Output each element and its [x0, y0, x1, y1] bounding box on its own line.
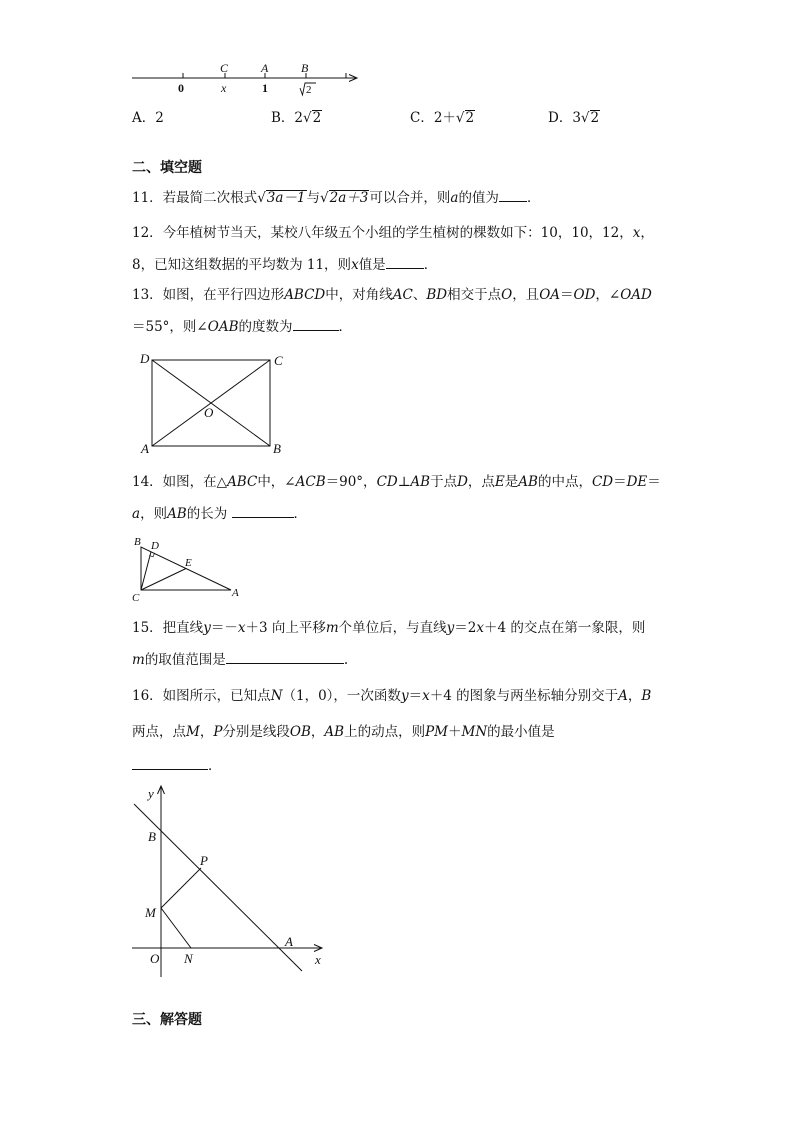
q16-m: M [186, 724, 200, 740]
question-12-line-1 [132, 223, 654, 243]
q14-label-e: E [185, 557, 192, 569]
q13-label-a: A [141, 441, 149, 456]
q15-y2: y [446, 620, 455, 636]
q14-t9: ＝ [613, 474, 627, 490]
q16-a: A [618, 688, 628, 704]
section-2-title: 二、填空题 [132, 160, 202, 176]
question-13-line-1 [132, 285, 652, 305]
q14-t8: 的中点， [537, 474, 592, 490]
option-a-text: A．2 [132, 110, 164, 126]
q12-line2-text-b: 值是 [358, 257, 386, 273]
option-d[interactable]: D．3√2 [548, 110, 600, 126]
q13-t2: 中，对角线 [325, 287, 393, 303]
q11-radical-2: 2a＋3 [329, 190, 369, 206]
q16-ab: AB [324, 724, 345, 740]
option-c-text: C．2＋ [410, 110, 456, 126]
q16-pm: PM [425, 724, 449, 740]
q16-label-y: y [148, 786, 154, 801]
q15-t3: ＋3 向上平移 [245, 620, 326, 636]
q13-t9: 的度数为 [238, 319, 293, 335]
q16-b: B [641, 688, 652, 704]
q16-t11: ＋ [448, 724, 462, 740]
q15-t6: ＋4 的交点在第一象限，则 [484, 620, 646, 636]
q13-label-c: C [274, 353, 283, 368]
q13-t7: ，∠ [595, 287, 621, 303]
option-b-radicand: 2 [312, 110, 322, 126]
q14-d: D [457, 474, 468, 490]
option-c[interactable]: C．2＋√2 [410, 110, 475, 126]
option-b[interactable]: B．2√2 [271, 110, 322, 126]
q13-t5: ，且 [512, 287, 540, 303]
q16-t5: ， [627, 688, 642, 704]
q15-t1: 15．把直线 [132, 620, 204, 636]
tick-x-label: x [221, 81, 227, 95]
q13-t1: 13．如图，在平行四边形 [132, 287, 285, 303]
q11-radical-1: 3a－1 [266, 190, 306, 206]
q14-t11: ，则 [140, 506, 168, 522]
q12-line1-text: 12．今年植树节当天，某校八年级五个小组的学生植树的棵数如下：10，10，12， [132, 225, 633, 241]
question-13-line-2 [132, 316, 352, 337]
q13-label-b: B [273, 441, 281, 456]
q14-ab3: AB [167, 506, 187, 522]
q15-m1: m [325, 620, 339, 636]
q13-oab: OAB [207, 319, 239, 335]
option-b-text: B．2 [271, 110, 304, 126]
q13-abcd: ABCD [284, 287, 326, 303]
q15-x2: x [476, 620, 485, 636]
q16-segment-mp [161, 868, 201, 908]
q16-x: x [422, 688, 430, 704]
q14-t12: 的长为 [186, 506, 232, 522]
q14-t4: ⊥ [397, 474, 411, 490]
q12-answer-blank[interactable] [386, 254, 424, 269]
q12-line1-var: x [632, 225, 641, 241]
q14-abc: ABC [227, 474, 258, 490]
q16-t9: ， [310, 724, 325, 740]
q14-acb: ACB [295, 474, 326, 490]
q13-label-o: O [204, 405, 214, 420]
q14-label-d: D [151, 540, 159, 552]
q13-parallelogram-figure [138, 350, 298, 456]
q16-label-a: A [285, 934, 293, 949]
q14-segment-ce [141, 569, 186, 591]
option-a[interactable] [132, 108, 164, 128]
q12-line2-end: ． [423, 257, 438, 273]
question-15-line-1 [132, 618, 645, 638]
q16-t4: ＋4 的图象与两坐标轴分别交于 [429, 688, 619, 704]
q16-segment-mn [161, 908, 191, 948]
question-15-line-2 [132, 649, 348, 670]
q13-end: ． [338, 319, 352, 335]
q13-t6: ＝ [560, 287, 574, 303]
q14-segment-cd [141, 552, 151, 590]
q14-answer-blank[interactable] [232, 503, 294, 518]
q14-cd: CD [376, 474, 398, 490]
q13-t8: ＝55°，则∠ [132, 319, 208, 335]
q15-answer-blank[interactable] [226, 649, 344, 664]
point-c-label: C [220, 61, 229, 75]
q15-y1: y [203, 620, 211, 636]
question-12-line-2 [132, 254, 437, 275]
question-16-line-2 [132, 722, 555, 742]
q16-p: P [213, 724, 223, 740]
q12-line2-var: x [351, 257, 359, 273]
q11-mid2: 可以合并，则 [369, 190, 451, 206]
q11-end: ． [526, 190, 541, 206]
q12-line1-end: ， [640, 225, 654, 241]
option-d-radicand: 2 [590, 110, 600, 126]
q14-t3: ＝90°， [325, 474, 377, 490]
q13-t3: 、 [412, 287, 427, 303]
q15-t4: 个单位后，与直线 [338, 620, 447, 636]
tick-sqrt2-label: 2 [306, 84, 312, 96]
q16-answer-blank[interactable] [132, 755, 208, 770]
point-b-label: B [301, 61, 309, 75]
q16-label-x: x [315, 952, 321, 967]
tick-1-label: 1 [262, 81, 268, 95]
question-14-line-2 [132, 503, 307, 524]
q15-t5: ＝2 [454, 620, 477, 636]
q14-a-var: a [132, 506, 141, 522]
q13-oa: OA [539, 287, 561, 303]
q16-coordinate-figure [128, 782, 338, 977]
q16-label-m: M [145, 905, 156, 920]
q14-triangle-figure [130, 532, 250, 602]
q14-cd2: CD [591, 474, 614, 490]
q14-ab2: AB [518, 474, 538, 490]
q16-label-b: B [148, 829, 156, 844]
tick-0-label: 0 [178, 81, 184, 95]
q16-label-p: P [200, 853, 208, 868]
q16-mn: MN [461, 724, 488, 740]
q16-label-n: N [184, 951, 193, 966]
q14-e: E [494, 474, 505, 490]
q16-n: N [270, 688, 283, 704]
q16-t3: ＝ [408, 688, 423, 704]
q14-label-c: C [132, 592, 140, 604]
q14-ab: AB [410, 474, 431, 490]
q16-end: ． [208, 758, 222, 774]
q11-mid: 与 [306, 190, 321, 206]
q16-t10: 上的动点，则 [344, 724, 426, 740]
q14-t6: ，点 [467, 474, 495, 490]
q16-t7: ， [199, 724, 214, 740]
section-3-title: 三、解答题 [132, 1012, 202, 1028]
q13-t4: 相交于点 [447, 287, 502, 303]
q14-t10: ＝ [647, 474, 661, 490]
q16-y: y [400, 688, 409, 704]
q14-t1: 14．如图，在△ [132, 474, 228, 490]
q16-ob: OB [289, 724, 311, 740]
q13-ac: AC [392, 287, 413, 303]
q16-label-o: O [150, 951, 160, 966]
q14-t2: 中，∠ [257, 474, 296, 490]
q14-label-b: B [134, 536, 141, 548]
q16-t6: 两点，点 [132, 724, 186, 740]
question-16-line-1 [132, 686, 651, 706]
q11-var: a [450, 190, 459, 206]
q14-label-a: A [232, 587, 239, 599]
q13-oad: OAD [620, 287, 652, 303]
q15-m2: m [132, 652, 145, 668]
q15-x1: x [237, 620, 246, 636]
q13-answer-blank[interactable] [293, 316, 339, 331]
q15-t7: 的取值范围是 [144, 652, 226, 668]
question-14-line-1 [132, 472, 661, 492]
q13-bd: BD [426, 287, 448, 303]
question-11: 11．若最简二次根式√3a－1与√2a＋3可以合并，则a的值为 ． [132, 187, 540, 208]
q14-end: ． [293, 506, 308, 522]
number-line-figure [130, 58, 370, 102]
q14-t5: 于点 [430, 474, 458, 490]
q16-line-ab [134, 804, 302, 971]
q15-t2: ＝－ [210, 620, 238, 636]
q15-end: . [343, 652, 349, 668]
q16-t12: 的最小值是 [487, 724, 555, 740]
option-d-text: D．3 [548, 110, 581, 126]
q16-t1: 16．如图所示，已知点 [132, 688, 271, 704]
question-16-line-3 [132, 755, 222, 776]
option-c-radicand: 2 [465, 110, 475, 126]
q11-suffix: 的值为 [458, 190, 499, 206]
q16-t2: （1，0），一次函数 [282, 688, 401, 704]
q12-line2-text: 8，已知这组数据的平均数为 11，则 [132, 257, 352, 273]
q16-t8: 分别是线段 [222, 724, 290, 740]
q11-answer-blank[interactable] [499, 187, 527, 202]
q13-o: O [501, 287, 513, 303]
q13-label-d: D [140, 351, 150, 366]
point-a-label: A [261, 61, 269, 75]
q14-t7: 是 [504, 474, 519, 490]
q13-od: OD [573, 287, 596, 303]
q14-de: DE [626, 474, 648, 490]
q11-prefix: 11．若最简二次根式 [132, 190, 258, 206]
